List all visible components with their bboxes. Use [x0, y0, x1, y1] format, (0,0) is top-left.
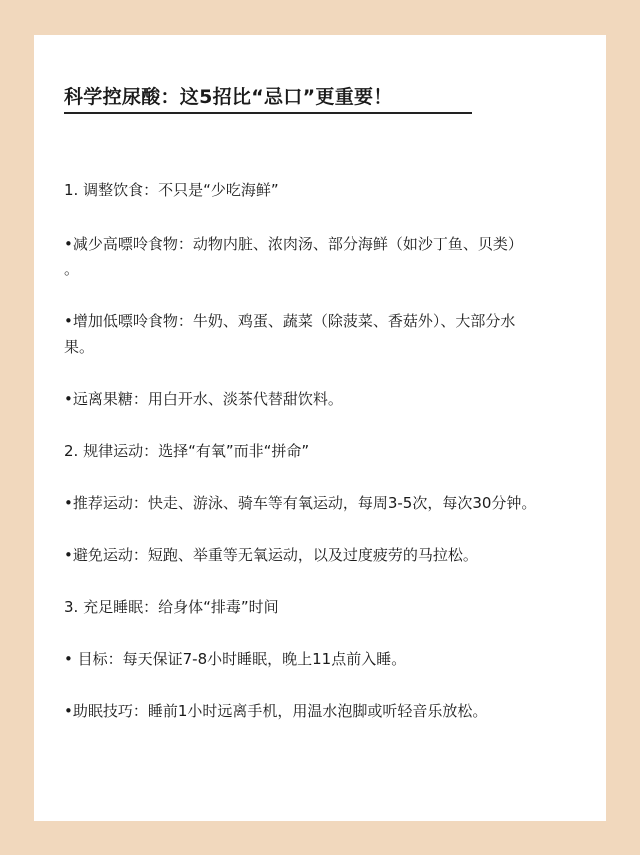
tip-reduce-high-purine: •减少高嘌呤食物：动物内脏、浓肉汤、部分海鲜（如沙丁鱼、贝类）	[64, 235, 523, 253]
article-title: 科学控尿酸：这5招比“忌口”更重要！	[64, 86, 393, 108]
tip-recommended-exercise: •推荐运动：快走、游泳、骑车等有氧运动，每周3-5次，每次30分钟。	[64, 494, 537, 512]
tip-avoid-fructose: •远离果糖：用白开水、淡茶代替甜饮料。	[64, 390, 343, 408]
section-heading-diet: 1. 调整饮食：不只是“少吃海鲜”	[64, 181, 279, 199]
tip-sleep-goal: • 目标：每天保证7-8小时睡眠，晚上11点前入睡。	[64, 650, 407, 668]
tip-sleep-aids: •助眠技巧：睡前1小时远离手机，用温水泡脚或听轻音乐放松。	[64, 702, 488, 720]
article-card	[34, 35, 606, 821]
tip-reduce-high-purine-cont: 。	[64, 260, 80, 278]
tip-increase-low-purine-cont: 果。	[64, 338, 95, 356]
tip-avoid-exercise: •避免运动：短跑、举重等无氧运动，以及过度疲劳的马拉松。	[64, 546, 478, 564]
title-underline	[64, 112, 472, 114]
section-heading-exercise: 2. 规律运动：选择“有氧”而非“拼命”	[64, 442, 310, 460]
section-heading-sleep: 3. 充足睡眠：给身体“排毒”时间	[64, 598, 279, 616]
tip-increase-low-purine: •增加低嘌呤食物：牛奶、鸡蛋、蔬菜（除菠菜、香菇外）、大部分水	[64, 312, 516, 330]
